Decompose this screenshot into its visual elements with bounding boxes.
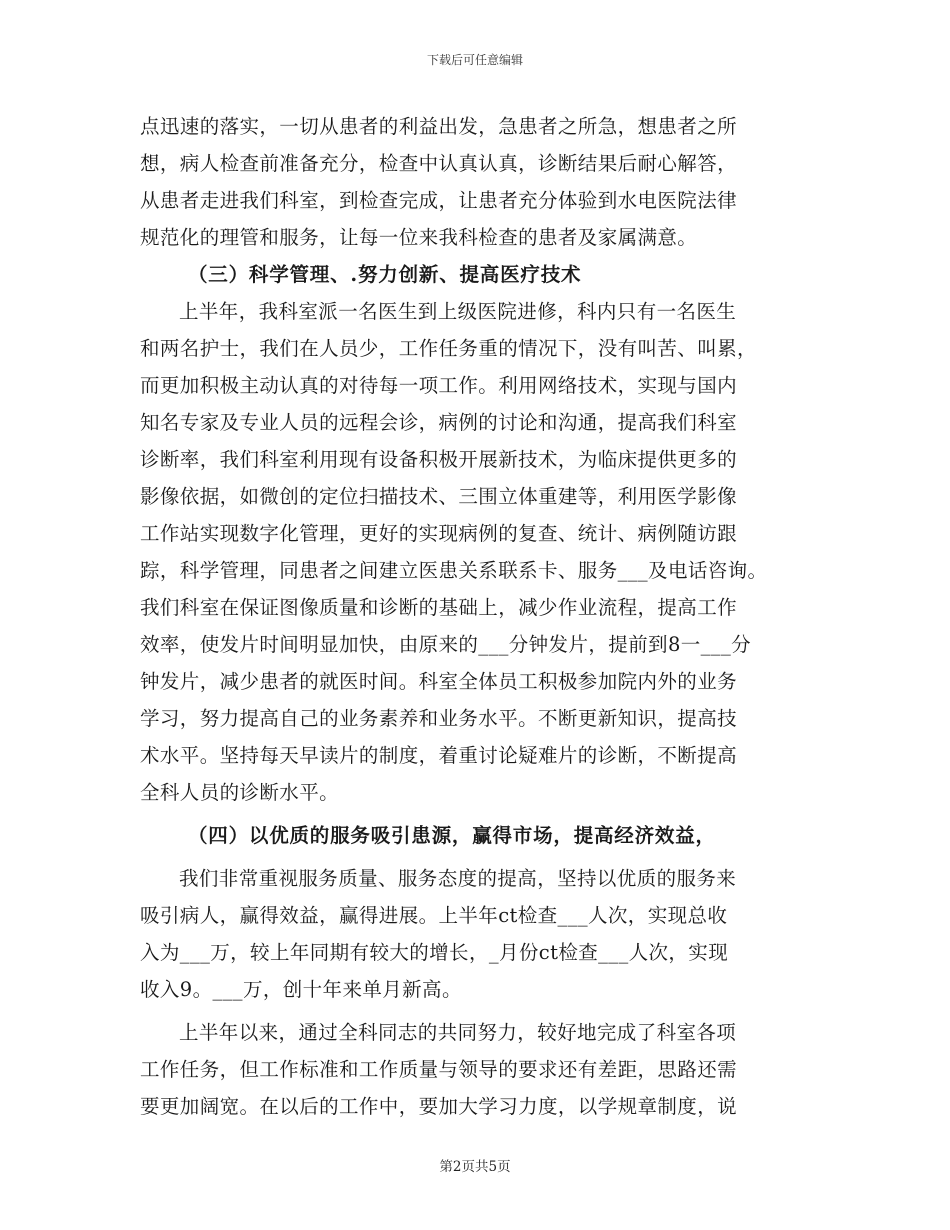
page-footer: 第2页共5页 xyxy=(439,1159,511,1175)
paragraph-line: 我们科室在保证图像质量和诊断的基础上，减少作业流程，提高工作 xyxy=(140,596,738,619)
paragraph-line: 工作任务，但工作标准和工作质量与领导的要求还有差距，思路还需 xyxy=(140,1058,738,1081)
paragraph-line: 规范化的理管和服务，让每一位来我科检查的患者及家属满意。 xyxy=(140,226,698,249)
paragraph-line: 钟发片，减少患者的就医时间。科室全体员工积极参加院内外的业务 xyxy=(140,670,738,693)
paragraph-line: 收入9。___万，创十年来单月新高。 xyxy=(140,978,462,1001)
paragraph-line: 想，病人检查前准备充分，检查中认真认真，诊断结果后耐心解答， xyxy=(140,152,738,175)
paragraph-line: 上半年，我科室派一名医生到上级医院进修，科内只有一名医生 xyxy=(179,300,737,323)
paragraph-line: 入为___万，较上年同期有较大的增长，_月份ct检查___人次，实现 xyxy=(140,941,729,964)
paragraph-line: 从患者走进我们科室，到检查完成，让患者充分体验到水电医院法律 xyxy=(140,189,738,212)
paragraph-line: 知名专家及专业人员的远程会诊，病例的讨论和沟通，提高我们科室 xyxy=(140,411,738,434)
paragraph-line: 影像依据，如微创的定位扫描技术、三围立体重建等，利用医学影像 xyxy=(140,485,738,508)
paragraph-line: 我们非常重视服务质量、服务态度的提高，坚持以优质的服务来 xyxy=(179,867,737,890)
page-header: 下载后可任意编辑 xyxy=(426,53,523,67)
paragraph-line: 吸引病人，赢得效益，赢得进展。上半年ct检查___人次，实现总收 xyxy=(140,904,728,927)
paragraph-line: 诊断率，我们科室利用现有设备积极开展新技术，为临床提供更多的 xyxy=(140,448,738,471)
document-body xyxy=(140,108,815,1125)
paragraph-line: 和两名护士，我们在人员少，工作任务重的情况下，没有叫苦、叫累， xyxy=(140,337,757,360)
paragraph-line: 效率，使发片时间明显加快，由原来的___分钟发片，提前到8一___分 xyxy=(140,633,752,656)
paragraph-line: 术水平。坚持每天早读片的制度，着重讨论疑难片的诊断，不断提高 xyxy=(140,744,738,767)
paragraph-line: 全科人员的诊断水平。 xyxy=(140,781,340,804)
paragraph-line: 学习，努力提高自己的业务素养和业务水平。不断更新知识，提高技 xyxy=(140,707,738,730)
paragraph-line: 要更加阔宽。在以后的工作中，要加大学习力度，以学规章制度，说 xyxy=(140,1095,738,1118)
paragraph-line: 而更加积极主动认真的对待每一项工作。利用网络技术，实现与国内 xyxy=(140,374,738,397)
paragraph-line: 踪，科学管理，同患者之间建立医患关系联系卡、服务___及电话咨询。 xyxy=(140,559,768,582)
paragraph-line: 上半年以来，通过全科同志的共同努力，较好地完成了科室各项 xyxy=(179,1021,737,1044)
paragraph-line: 工作站实现数字化管理，更好的实现病例的复查、统计、病例随访跟 xyxy=(140,522,738,545)
paragraph-line: 点迅速的落实，一切从患者的利益出发，急患者之所急，想患者之所 xyxy=(140,115,738,138)
section-heading-4: （四）以优质的服务吸引患源，赢得市场，提高经济效益， xyxy=(188,824,716,847)
section-heading-3: （三）科学管理、.努力创新、提高医疗技术 xyxy=(188,263,582,286)
